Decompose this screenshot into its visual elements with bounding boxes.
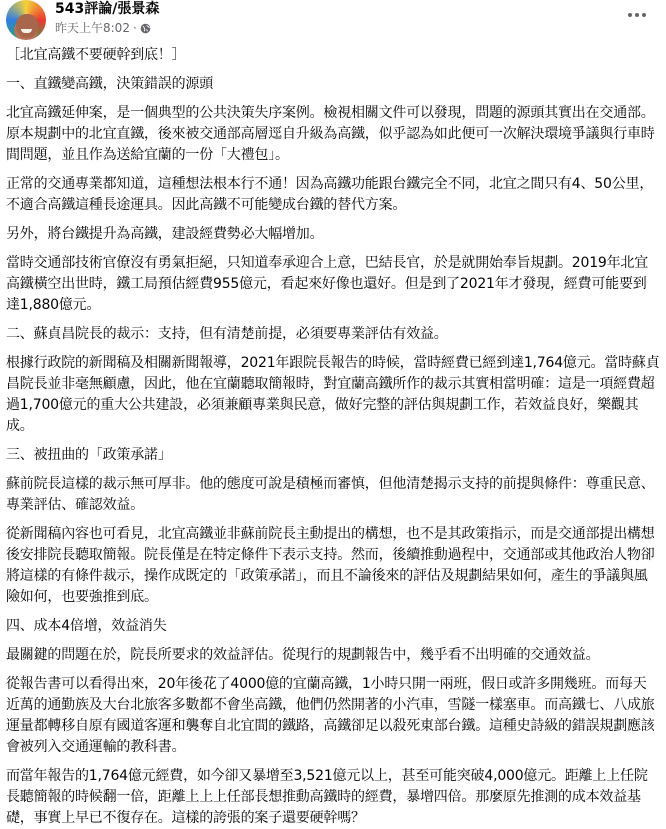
post-title: ［北宜高鐵不要硬幹到底！］ [6, 47, 186, 63]
paragraph: 而當年報告的1,764億元經費，如今卻又暴增至3,521億元以上，甚至可能突破4,000億元。距離上上任院長聽簡報的時候翻一倍，距離上上上任部長想推動高鐵時的經費，暴增四倍。那麼原先推測的成本效益基礎，事實上早已不復存在。這樣的誇張的案子還要硬幹嗎？ [6, 768, 648, 826]
post-meta [55, 20, 151, 36]
paragraph: 根據行政院的新聞稿及相關新聞報導，2021年跟院長報告的時候，當時經費已經到達1,764億元。當時蘇貞昌院長並非毫無顧慮，因此，他在宜蘭聽取簡報時，對宜蘭高鐵所作的裁示其實相當明確：這是一項經費超過1,700億元的重大公共建設，必須兼顧專業與民意，做好完整的評估與規劃工作，若效益良好，樂觀其成。 [6, 355, 660, 434]
section-heading-3: 三、被扭曲的「政策承諾」 [6, 447, 172, 463]
avatar[interactable] [6, 0, 46, 40]
paragraph: 北宜高鐵延伸案，是一個典型的公共決策失序案例。檢視相關文件可以發現，問題的源頭其實出在交通部。原本規劃中的北宜直鐵，後來被交通部高層逕自升級為高鐵，似乎認為如此便可一次解決環境爭議與行車時間問題，並且作為送給宜蘭的一份「大禮包」。 [6, 105, 655, 163]
globe-icon[interactable] [140, 23, 151, 34]
paragraph: 當時交通部技術官僚沒有勇氣拒絕，只知道奉承迎合上意，巴結長官，於是就開始奉旨規劃。2019年北宜高鐵橫空出世時，鐵工局預估經費955億元，看起來好像也還好。但是到了2021年才發現，經費可能要到達1,880億元。 [6, 255, 649, 313]
section-heading-4: 四、成本4倍增，效益消失 [6, 618, 167, 634]
meta-separator: · [132, 21, 137, 35]
post-content [0, 45, 666, 829]
dot-icon [628, 13, 632, 17]
paragraph: 正常的交通專業都知道，這種想法根本行不通！因為高鐵功能跟台鐵完全不同，北宜之間只有4、50公里，不適合高鐵這種長途運具。因此高鐵不可能變成台鐵的替代方案。 [6, 176, 654, 213]
post-header [0, 0, 666, 40]
paragraph: 另外，將台鐵提升為高鐵，建設經費勢必大幅增加。 [6, 226, 324, 242]
paragraph: 蘇前院長這樣的裁示無可厚非。他的態度可說是積極而審慎，但他清楚揭示支持的前提與條件：尊重民意、專業評估、確認效益。 [6, 476, 655, 513]
post-timestamp[interactable]: 昨天上午8:02 [55, 21, 130, 35]
paragraph: 最關鍵的問題在於，院長所要求的效益評估。從現行的規劃報告中，幾乎看不出明確的交通效益。 [6, 647, 600, 663]
paragraph: 從新聞稿內容也可看見，北宜高鐵並非蘇前院長主動提出的構想，也不是其政策指示，而是交通部提出構想後安排院長聽取簡報。院長僅是在特定條件下表示支持。然而，後續推動過程中，交通部或其他政治人物卻將這樣的有條件裁示，操作成既定的「政策承諾」，而且不論後來的評估及規劃結果如何，產生的爭議與風險如何，也要強推到底。 [6, 526, 655, 605]
paragraph: 從報告書可以看得出來，20年後花了4000億的宜蘭高鐵，1小時只開一兩班，假日或許多開幾班。而每天近萬的通勤族及大台北旅客多數都不會坐高鐵，他們仍然開著的小汽車，雪隧一樣塞車。而高鐵七、八成旅運量都轉移自原有國道客運和襲奪自北宜間的鐵路，高鐵卻足以殺死東部台鐵。這種史詩級的錯誤規劃應該會被列入交通運輸的教科書。 [6, 676, 655, 755]
more-options-button[interactable] [628, 10, 648, 20]
avatar-face [16, 14, 38, 38]
section-heading-1: 一、直鐵變高鐵，決策錯誤的源頭 [6, 76, 213, 92]
dot-icon [642, 13, 646, 17]
section-heading-2: 二、蘇貞昌院長的裁示：支持，但有清楚前提，必須要專業評估有效益。 [6, 326, 448, 342]
dot-icon [635, 13, 639, 17]
author-name[interactable]: 543評論/張景森 [55, 1, 160, 17]
